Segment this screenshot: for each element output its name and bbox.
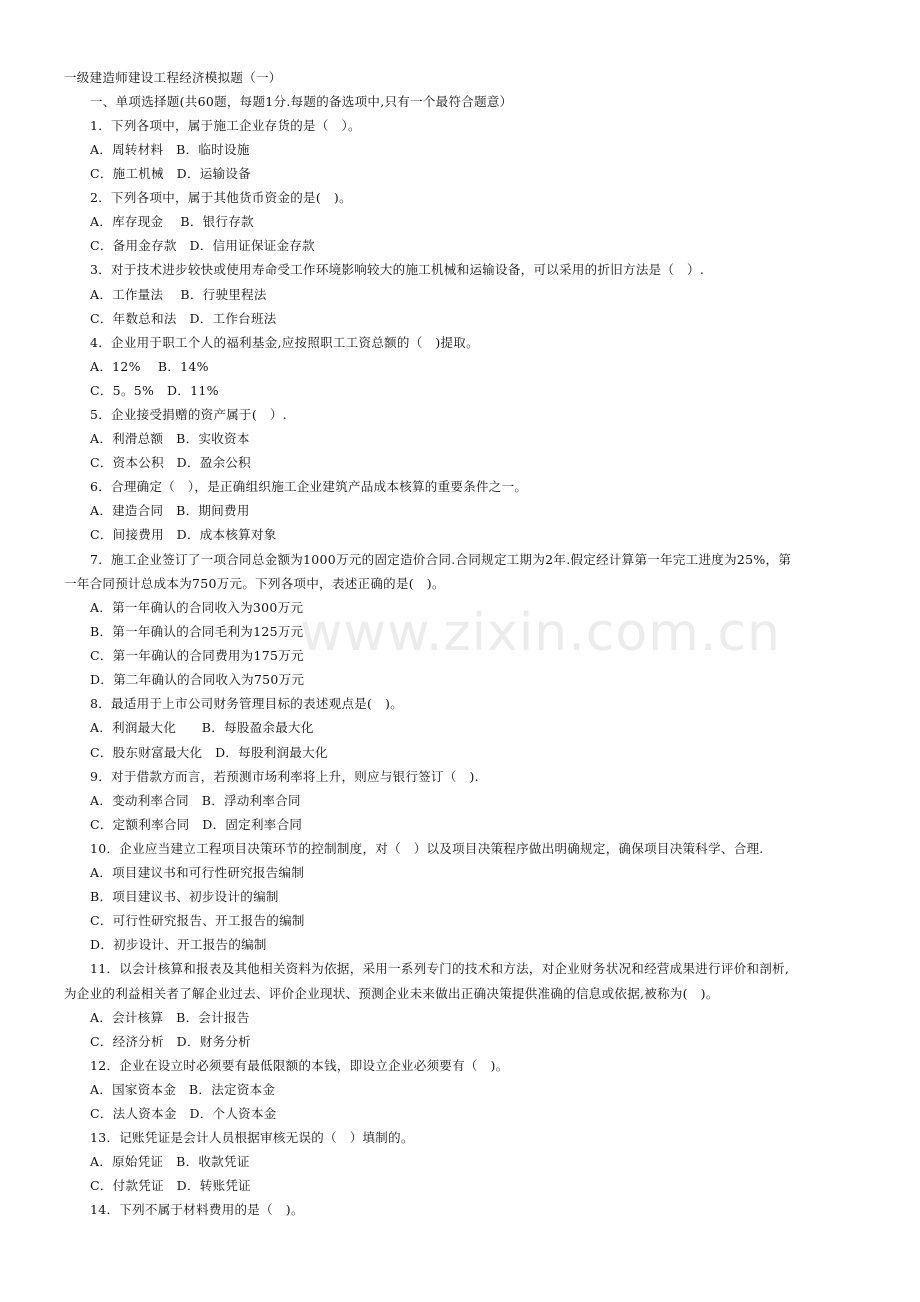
doc-line: 10．企业应当建立工程项目决策环节的控制制度，对（ ）以及项目决策程序做出明确规定，确保项目决策科学、合理.: [90, 841, 764, 856]
doc-line: C．法人资本金 D．个人资本金: [90, 1106, 277, 1121]
doc-line: A．周转材料 B．临时设施: [90, 142, 250, 157]
doc-line: C．定额利率合同 D．固定利率合同: [90, 817, 303, 832]
doc-line: 12．企业在设立时必须要有最低限额的本钱，即设立企业必须要有（ )。: [90, 1058, 509, 1073]
doc-line: 7．施工企业签订了一项合同总金额为1000万元的固定造价合同.合同规定工期为2年.假定经计算第一年完工进度为25%，第: [90, 552, 792, 567]
watermark: www.zixin.com.cn: [300, 603, 781, 663]
doc-line: C．备用金存款 D．信用证保证金存款: [90, 238, 315, 253]
doc-line: A．12% B．14%: [90, 359, 209, 374]
doc-line: 一年合同预计总成本为750万元。下列各项中，表述正确的是( )。: [64, 576, 445, 591]
section-heading: 一、单项选择题(共60题，每题1分.每题的备选项中,只有一个最符合题意）: [90, 94, 513, 109]
doc-title: 一级建造师建设工程经济模拟题（一）: [64, 70, 282, 85]
doc-line: A．国家资本金 B．法定资本金: [90, 1082, 276, 1097]
doc-line: 13．记账凭证是会计人员根据审核无误的（ ）填制的。: [90, 1130, 414, 1145]
doc-line: A．利滑总额 B．实收资本: [90, 431, 250, 446]
doc-line: 11．以会计核算和报表及其他相关资料为依据，采用一系列专门的技术和方法，对企业财务状况和经营成果进行评价和剖析,: [90, 961, 790, 976]
doc-line: A．原始凭证 B．收款凭证: [90, 1154, 250, 1169]
doc-line: 2．下列各项中，属于其他货币资金的是( )。: [90, 190, 352, 205]
doc-line: A．第一年确认的合同收入为300万元: [90, 600, 304, 615]
doc-line: A．库存现金 B．银行存款: [90, 214, 254, 229]
doc-line: D．第二年确认的合同收入为750万元: [90, 672, 305, 687]
doc-line: 9．对于借款方而言，若预测市场利率将上升，则应与银行签订（ ).: [90, 769, 479, 784]
doc-line: C．年数总和法 D．工作台班法: [90, 311, 277, 326]
doc-line: 3．对于技术进步较快或使用寿命受工作环境影响较大的施工机械和运输设备，可以采用的折旧方法是（ ）.: [90, 262, 705, 277]
doc-line: 14．下列不属于材料费用的是（ )。: [90, 1202, 304, 1217]
doc-line: C．5。5% D．11%: [90, 383, 219, 398]
doc-line: A．建造合同 B．期间费用: [90, 503, 250, 518]
doc-line: C．股东财富最大化 D．每股利润最大化: [90, 745, 328, 760]
doc-line: A．项目建议书和可行性研究报告编制: [90, 865, 305, 880]
doc-line: A．利润最大化 B．每股盈余最大化: [90, 720, 314, 735]
doc-line: B．第一年确认的合同毛利为125万元: [90, 624, 304, 639]
doc-line: C．付款凭证 D．转账凭证: [90, 1178, 251, 1193]
doc-line: C．资本公积 D．盈余公积: [90, 455, 251, 470]
doc-line: C．施工机械 D．运输设备: [90, 166, 251, 181]
doc-line: C．可行性研究报告、开工报告的编制: [90, 913, 305, 928]
doc-line: D．初步设计、开工报告的编制: [90, 937, 267, 952]
doc-line: B．项目建议书、初步设计的编制: [90, 889, 279, 904]
doc-line: 6．合理确定（ ），是正确组织施工企业建筑产品成本核算的重要条件之一。: [90, 479, 528, 494]
doc-line: 1．下列各项中，属于施工企业存货的是（ ）。: [90, 118, 361, 133]
doc-line: A．会计核算 B．会计报告: [90, 1010, 250, 1025]
doc-line: A．工作量法 B．行驶里程法: [90, 287, 267, 302]
doc-line: 5．企业接受捐赠的资产属于( ）.: [90, 407, 287, 422]
doc-line: C．经济分析 D．财务分析: [90, 1034, 251, 1049]
doc-line: 为企业的利益相关者了解企业过去、评价企业现状、预测企业未来做出正确决策提供准确的信息或依据,被称为( )。: [64, 986, 719, 1001]
doc-line: C．间接费用 D．成本核算对象: [90, 527, 277, 542]
doc-line: 4．企业用于职工个人的福利基金,应按照职工工资总额的（ )提取。: [90, 335, 479, 350]
doc-line: A．变动利率合同 B．浮动利率合同: [90, 793, 301, 808]
doc-line: 8．最适用于上市公司财务管理目标的表述观点是( )。: [90, 696, 404, 711]
doc-line: C．第一年确认的合同费用为175万元: [90, 648, 304, 663]
